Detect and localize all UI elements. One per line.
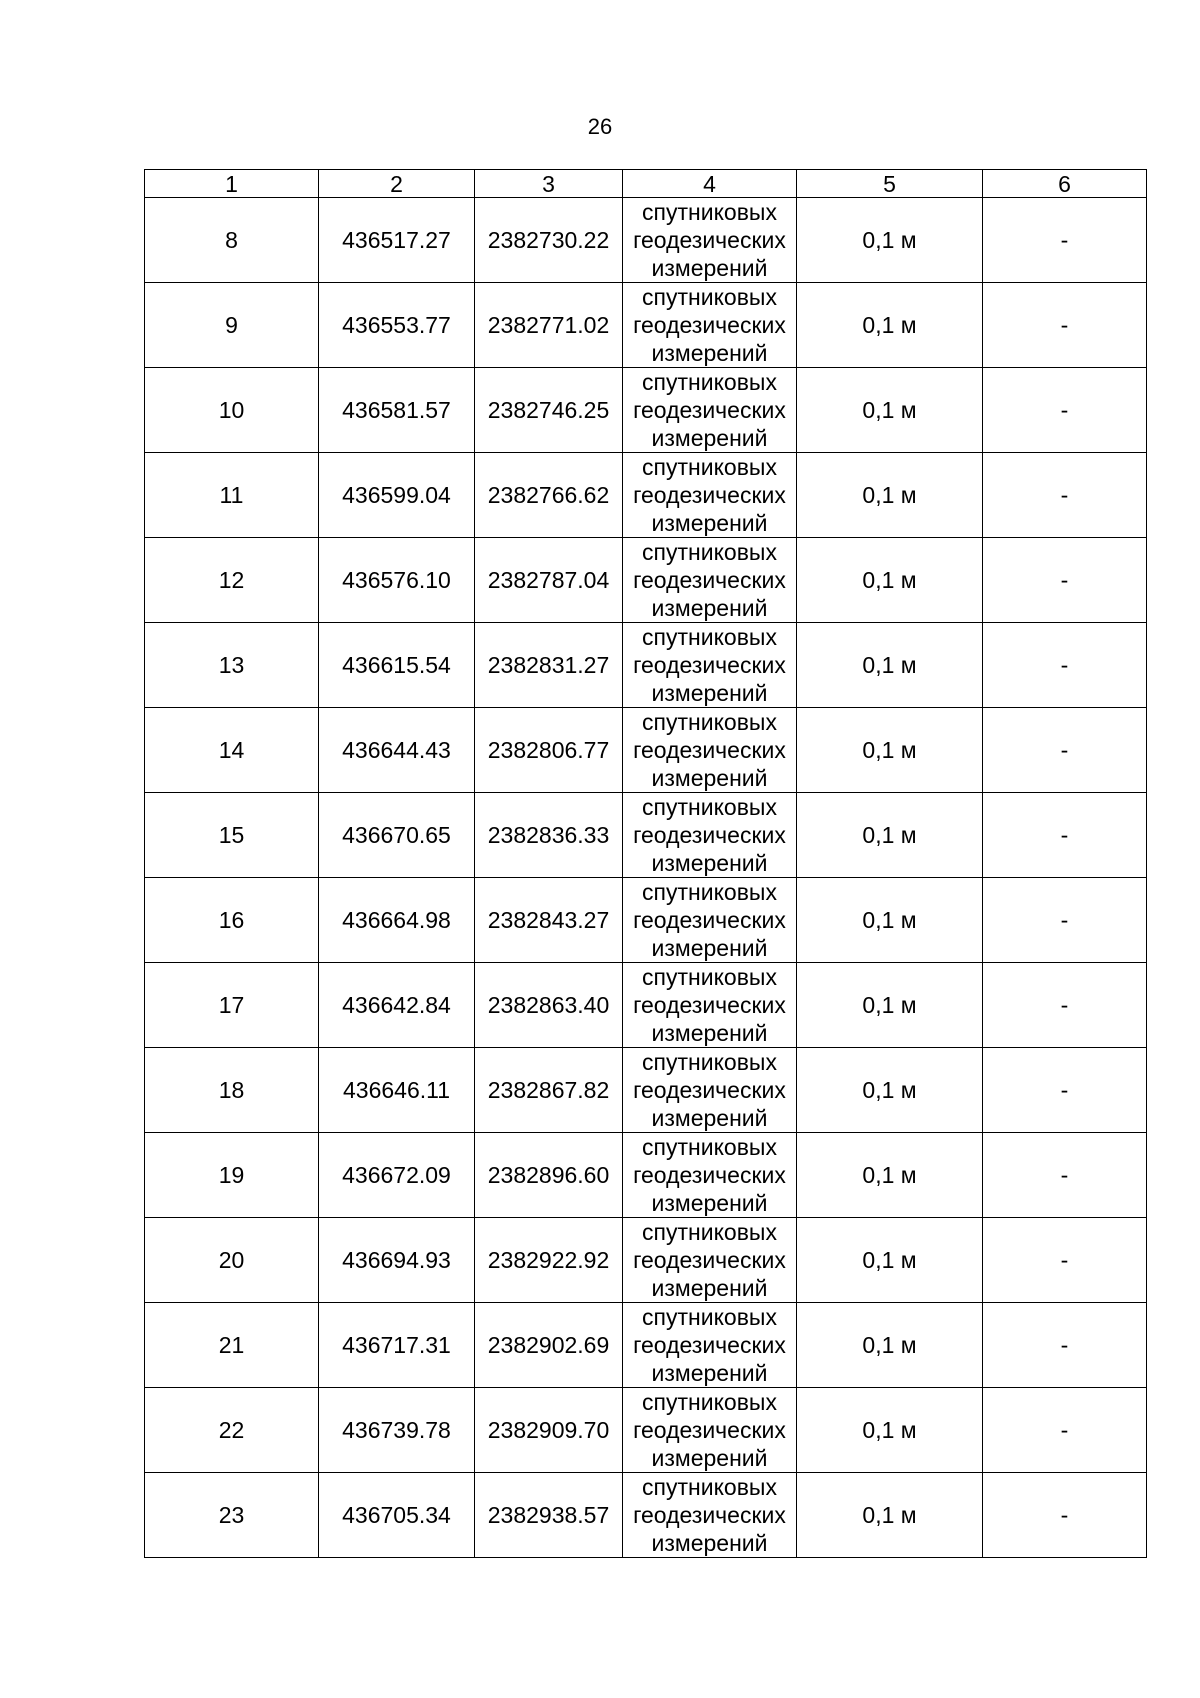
method-line: геодезических (633, 482, 786, 508)
method-cell (623, 623, 797, 708)
point-number-cell: 16 (145, 878, 319, 963)
method-line: спутниковых (642, 454, 777, 480)
x-coordinate-cell: 436646.11 (319, 1048, 475, 1133)
note-cell: - (983, 1473, 1147, 1558)
accuracy-cell: 0,1 м (797, 1473, 983, 1558)
note-cell: - (983, 1133, 1147, 1218)
table-row (145, 1048, 1147, 1133)
note-cell: - (983, 878, 1147, 963)
column-header-5: 5 (797, 170, 983, 198)
method-line: измерений (651, 1445, 768, 1471)
method-line: спутниковых (642, 284, 777, 310)
point-number-cell: 11 (145, 453, 319, 538)
table-row (145, 1473, 1147, 1558)
method-line: спутниковых (642, 1134, 777, 1160)
x-coordinate-cell: 436672.09 (319, 1133, 475, 1218)
point-number-cell: 23 (145, 1473, 319, 1558)
table-row (145, 1388, 1147, 1473)
method-line: геодезических (633, 992, 786, 1018)
x-coordinate-cell: 436739.78 (319, 1388, 475, 1473)
note-cell: - (983, 623, 1147, 708)
column-header-3: 3 (475, 170, 623, 198)
y-coordinate-cell: 2382863.40 (475, 963, 623, 1048)
method-line: измерений (651, 680, 768, 706)
accuracy-cell: 0,1 м (797, 793, 983, 878)
method-line: измерений (651, 1360, 768, 1386)
header-row (145, 170, 1147, 198)
method-line: геодезических (633, 567, 786, 593)
x-coordinate-cell: 436599.04 (319, 453, 475, 538)
accuracy-cell: 0,1 м (797, 368, 983, 453)
method-line: геодезических (633, 227, 786, 253)
method-line: измерений (651, 850, 768, 876)
method-line: геодезических (633, 1162, 786, 1188)
y-coordinate-cell: 2382902.69 (475, 1303, 623, 1388)
point-number-cell: 15 (145, 793, 319, 878)
point-number-cell: 21 (145, 1303, 319, 1388)
table-row (145, 793, 1147, 878)
point-number-cell: 13 (145, 623, 319, 708)
note-cell: - (983, 1388, 1147, 1473)
method-line: спутниковых (642, 879, 777, 905)
table-row (145, 453, 1147, 538)
y-coordinate-cell: 2382867.82 (475, 1048, 623, 1133)
accuracy-cell: 0,1 м (797, 1388, 983, 1473)
point-number-cell: 20 (145, 1218, 319, 1303)
coordinates-table (144, 169, 1147, 1558)
note-cell: - (983, 1218, 1147, 1303)
method-cell (623, 793, 797, 878)
table-row (145, 1303, 1147, 1388)
note-cell: - (983, 793, 1147, 878)
method-cell (623, 1048, 797, 1133)
x-coordinate-cell: 436581.57 (319, 368, 475, 453)
point-number-cell: 9 (145, 283, 319, 368)
accuracy-cell: 0,1 м (797, 963, 983, 1048)
accuracy-cell: 0,1 м (797, 708, 983, 793)
x-coordinate-cell: 436664.98 (319, 878, 475, 963)
note-cell: - (983, 1048, 1147, 1133)
accuracy-cell: 0,1 м (797, 1133, 983, 1218)
method-cell (623, 368, 797, 453)
y-coordinate-cell: 2382896.60 (475, 1133, 623, 1218)
y-coordinate-cell: 2382831.27 (475, 623, 623, 708)
x-coordinate-cell: 436576.10 (319, 538, 475, 623)
y-coordinate-cell: 2382909.70 (475, 1388, 623, 1473)
point-number-cell: 10 (145, 368, 319, 453)
method-line: спутниковых (642, 1219, 777, 1245)
method-line: измерений (651, 595, 768, 621)
accuracy-cell: 0,1 м (797, 623, 983, 708)
method-line: измерений (651, 935, 768, 961)
y-coordinate-cell: 2382922.92 (475, 1218, 623, 1303)
method-line: измерений (651, 255, 768, 281)
method-line: геодезических (633, 737, 786, 763)
method-line: измерений (651, 1105, 768, 1131)
x-coordinate-cell: 436517.27 (319, 198, 475, 283)
y-coordinate-cell: 2382766.62 (475, 453, 623, 538)
accuracy-cell: 0,1 м (797, 1048, 983, 1133)
x-coordinate-cell: 436553.77 (319, 283, 475, 368)
method-line: геодезических (633, 822, 786, 848)
method-line: измерений (651, 1275, 768, 1301)
method-line: спутниковых (642, 624, 777, 650)
x-coordinate-cell: 436615.54 (319, 623, 475, 708)
method-cell (623, 1388, 797, 1473)
note-cell: - (983, 198, 1147, 283)
point-number-cell: 8 (145, 198, 319, 283)
table-row (145, 878, 1147, 963)
point-number-cell: 14 (145, 708, 319, 793)
table-body (145, 198, 1147, 1558)
point-number-cell: 18 (145, 1048, 319, 1133)
method-line: геодезических (633, 652, 786, 678)
note-cell: - (983, 708, 1147, 793)
method-line: измерений (651, 340, 768, 366)
method-line: спутниковых (642, 199, 777, 225)
table-row (145, 623, 1147, 708)
x-coordinate-cell: 436694.93 (319, 1218, 475, 1303)
page-number: 26 (587, 114, 613, 139)
method-line: геодезических (633, 907, 786, 933)
method-line: геодезических (633, 312, 786, 338)
method-line: спутниковых (642, 1389, 777, 1415)
note-cell: - (983, 538, 1147, 623)
note-cell: - (983, 1303, 1147, 1388)
accuracy-cell: 0,1 м (797, 453, 983, 538)
method-line: измерений (651, 425, 768, 451)
method-line: спутниковых (642, 709, 777, 735)
method-cell (623, 198, 797, 283)
column-header-4: 4 (623, 170, 797, 198)
method-line: геодезических (633, 1417, 786, 1443)
y-coordinate-cell: 2382836.33 (475, 793, 623, 878)
table-row (145, 1218, 1147, 1303)
method-line: спутниковых (642, 794, 777, 820)
method-cell (623, 708, 797, 793)
table-row (145, 368, 1147, 453)
point-number-cell: 22 (145, 1388, 319, 1473)
table-header (145, 170, 1147, 198)
accuracy-cell: 0,1 м (797, 198, 983, 283)
point-number-cell: 19 (145, 1133, 319, 1218)
method-cell (623, 1303, 797, 1388)
table-row (145, 283, 1147, 368)
method-line: спутниковых (642, 1049, 777, 1075)
accuracy-cell: 0,1 м (797, 878, 983, 963)
accuracy-cell: 0,1 м (797, 1303, 983, 1388)
accuracy-cell: 0,1 м (797, 283, 983, 368)
y-coordinate-cell: 2382771.02 (475, 283, 623, 368)
note-cell: - (983, 283, 1147, 368)
table-row (145, 538, 1147, 623)
point-number-cell: 17 (145, 963, 319, 1048)
x-coordinate-cell: 436670.65 (319, 793, 475, 878)
method-line: спутниковых (642, 539, 777, 565)
table-row (145, 708, 1147, 793)
method-line: измерений (651, 1020, 768, 1046)
method-line: спутниковых (642, 1474, 777, 1500)
column-header-6: 6 (983, 170, 1147, 198)
method-line: спутниковых (642, 369, 777, 395)
accuracy-cell: 0,1 м (797, 538, 983, 623)
note-cell: - (983, 368, 1147, 453)
table-row (145, 1133, 1147, 1218)
method-cell (623, 878, 797, 963)
column-header-1: 1 (145, 170, 319, 198)
method-line: геодезических (633, 1502, 786, 1528)
method-cell (623, 963, 797, 1048)
method-line: геодезических (633, 397, 786, 423)
method-cell (623, 538, 797, 623)
method-line: спутниковых (642, 964, 777, 990)
method-cell (623, 1218, 797, 1303)
method-line: измерений (651, 510, 768, 536)
method-line: геодезических (633, 1247, 786, 1273)
table-row (145, 198, 1147, 283)
method-cell (623, 453, 797, 538)
method-line: измерений (651, 1530, 768, 1556)
y-coordinate-cell: 2382938.57 (475, 1473, 623, 1558)
y-coordinate-cell: 2382806.77 (475, 708, 623, 793)
table-row (145, 963, 1147, 1048)
point-number-cell: 12 (145, 538, 319, 623)
x-coordinate-cell: 436642.84 (319, 963, 475, 1048)
note-cell: - (983, 963, 1147, 1048)
y-coordinate-cell: 2382843.27 (475, 878, 623, 963)
method-line: геодезических (633, 1077, 786, 1103)
method-cell (623, 1473, 797, 1558)
y-coordinate-cell: 2382746.25 (475, 368, 623, 453)
x-coordinate-cell: 436644.43 (319, 708, 475, 793)
method-line: измерений (651, 1190, 768, 1216)
method-line: измерений (651, 765, 768, 791)
column-header-2: 2 (319, 170, 475, 198)
method-line: геодезических (633, 1332, 786, 1358)
method-cell (623, 1133, 797, 1218)
accuracy-cell: 0,1 м (797, 1218, 983, 1303)
x-coordinate-cell: 436717.31 (319, 1303, 475, 1388)
x-coordinate-cell: 436705.34 (319, 1473, 475, 1558)
method-line: спутниковых (642, 1304, 777, 1330)
y-coordinate-cell: 2382730.22 (475, 198, 623, 283)
method-cell (623, 283, 797, 368)
y-coordinate-cell: 2382787.04 (475, 538, 623, 623)
note-cell: - (983, 453, 1147, 538)
